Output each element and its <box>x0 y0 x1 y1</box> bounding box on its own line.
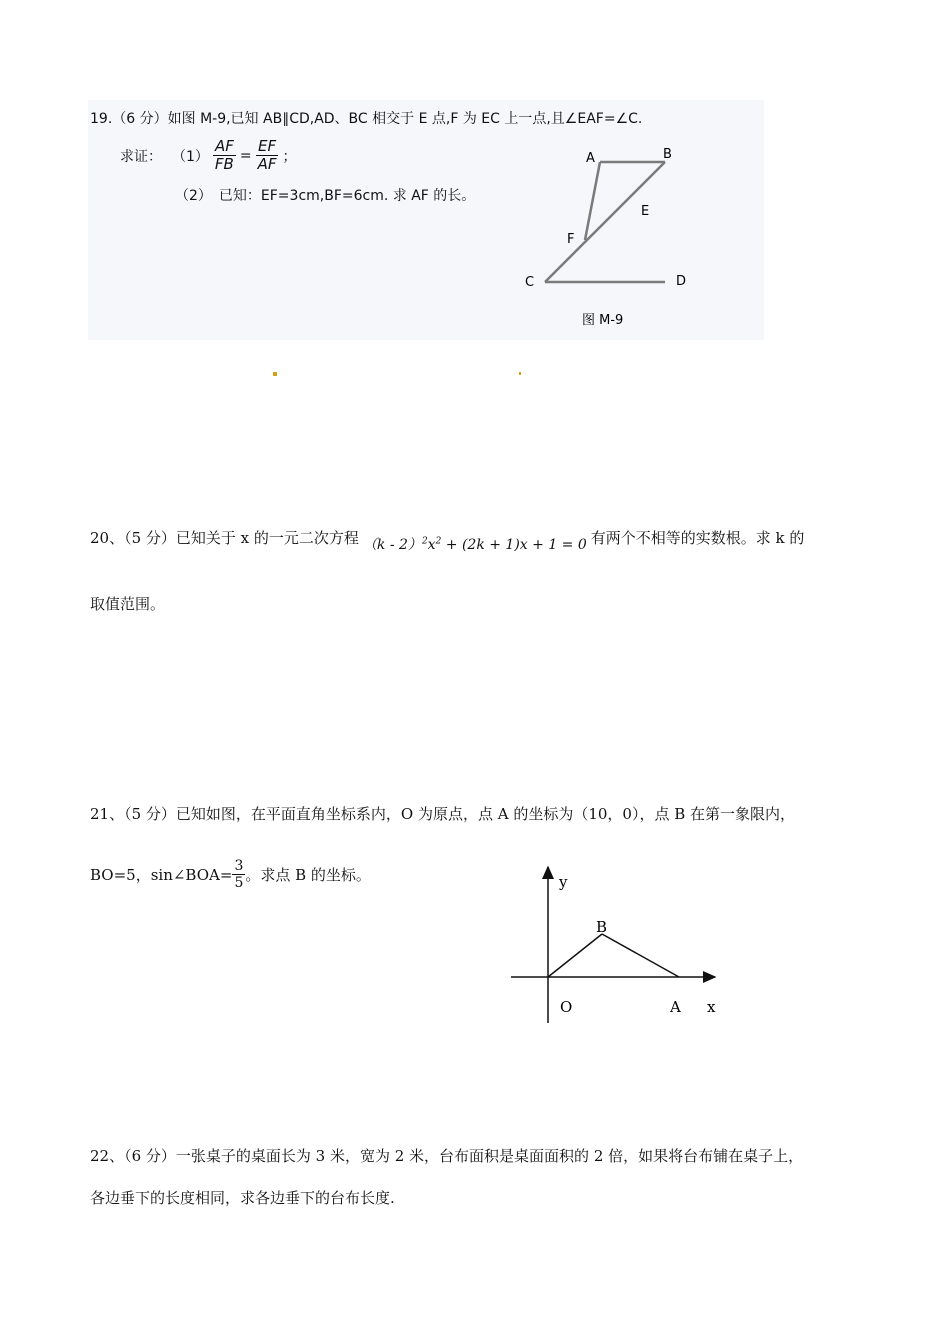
q19-part2: （2） 已知：EF=3cm,BF=6cm. 求 AF 的长。 <box>175 188 476 204</box>
label-y: y <box>559 873 568 891</box>
label-b: B <box>663 147 672 162</box>
q19-part1-end: ； <box>282 148 297 165</box>
q19-fraction-left: $\frac{AF}{FB}$ <box>214 137 234 173</box>
q19-statement: 19.（6 分）如图 M-9,已知 AB∥CD,AD、BC 相交于 E 点,F 为 EC 上一点,且∠EAF=∠C. <box>90 111 643 127</box>
q19-fraction-right: $\frac{EF}{AF}$ <box>257 137 277 173</box>
segment-ob <box>548 934 602 977</box>
q21-line2 <box>90 858 371 891</box>
label-x: x <box>707 998 716 1016</box>
q19-part1-label: （1） <box>172 148 209 165</box>
q21-line2-prefix: BO=5，sin∠BOA= <box>90 866 233 884</box>
q22-line1: 22、（6 分）一张桌子的桌面长为 3 米，宽为 2 米，台布面积是桌面面积的 2 倍，如果将台布铺在桌子上， <box>90 1147 804 1165</box>
q19-geometry-figure <box>500 140 720 340</box>
label-o: O <box>560 998 573 1016</box>
stray-mark <box>519 372 521 375</box>
q22-line2: 各边垂下的长度相同，求各边垂下的台布长度. <box>90 1189 395 1207</box>
label-e: E <box>641 204 650 219</box>
q20-equation: $(k - 2)^2x^2 + (2k + 1)x + 1 = 0$ <box>362 535 587 553</box>
label-d: D <box>676 274 687 289</box>
label-c: C <box>525 275 535 290</box>
segment-ba <box>602 934 679 977</box>
label-a: A <box>670 998 681 1016</box>
q21-coordinate-figure <box>505 855 735 1030</box>
q21-line1: 21、（5 分）已知如图，在平面直角坐标系内，O 为原点，点 A 的坐标为（10，0），点 B 在第一象限内， <box>90 805 796 823</box>
q19-prove-label: 求证： <box>120 148 162 165</box>
figure-caption: 图 M-9 <box>582 313 624 328</box>
q21-line2-suffix: 。求点 B 的坐标。 <box>245 866 371 884</box>
label-a: A <box>586 151 595 166</box>
q20-prefix: 20、（5 分）已知关于 x 的一元二次方程 <box>90 529 359 547</box>
label-b: B <box>596 918 608 936</box>
segment-bc <box>545 162 665 282</box>
q19-equals: = <box>239 147 252 164</box>
stray-mark <box>273 372 277 376</box>
q21-fraction: $\frac{3}{5}$ <box>234 858 244 891</box>
q20-line2: 取值范围。 <box>90 595 166 613</box>
q19-part1 <box>120 138 296 173</box>
label-f: F <box>567 232 575 247</box>
q20-line1 <box>90 527 805 553</box>
q20-suffix: 有两个不相等的实数根。求 k 的 <box>590 529 805 547</box>
